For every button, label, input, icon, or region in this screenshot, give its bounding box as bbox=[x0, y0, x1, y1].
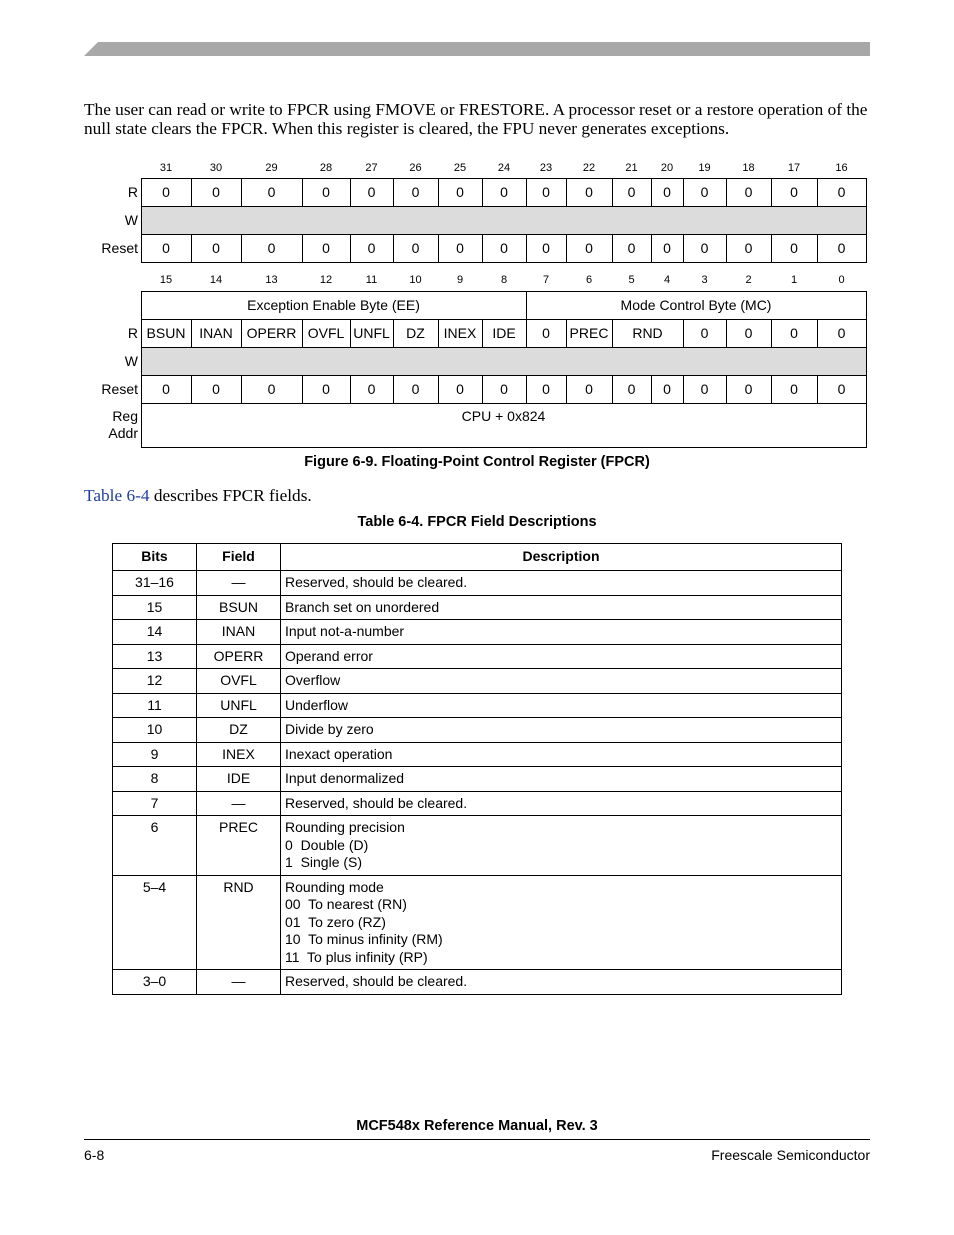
cell-bits: 8 bbox=[113, 767, 197, 792]
cell-bits: 13 bbox=[113, 644, 197, 669]
grid-line bbox=[566, 178, 567, 206]
bit-number: 22 bbox=[582, 162, 596, 174]
table-6-4-link[interactable]: Table 6-4 bbox=[84, 486, 150, 505]
cell-description bbox=[281, 816, 842, 876]
upper-read-value: 0 bbox=[267, 184, 276, 200]
grid-line bbox=[566, 234, 567, 262]
cell-description bbox=[281, 875, 842, 970]
grid-line bbox=[302, 234, 303, 262]
cell-description bbox=[281, 970, 842, 995]
bit-number: 4 bbox=[663, 274, 671, 286]
grid-line bbox=[771, 234, 772, 262]
cell-bits: 9 bbox=[113, 742, 197, 767]
table-row bbox=[113, 816, 842, 876]
register-address: CPU + 0x824 bbox=[461, 408, 546, 424]
grid-line bbox=[526, 291, 527, 319]
upper-reset-value: 0 bbox=[456, 240, 464, 256]
description-line: 11 To plus infinity (RP) bbox=[285, 948, 428, 965]
upper-reset-value: 0 bbox=[212, 240, 220, 256]
bit-number: 13 bbox=[265, 274, 278, 286]
grid-line bbox=[141, 206, 867, 207]
bit-number: 20 bbox=[660, 162, 674, 174]
grid-line bbox=[393, 234, 394, 262]
cell-bits: 10 bbox=[113, 718, 197, 743]
cell-description bbox=[281, 644, 842, 669]
grid-line bbox=[482, 375, 483, 403]
bit-number: 26 bbox=[409, 162, 422, 174]
grid-line bbox=[141, 347, 867, 348]
grid-line bbox=[612, 375, 613, 403]
description-line: 00 To nearest (RN) bbox=[285, 896, 407, 912]
upper-reset-value: 0 bbox=[585, 240, 593, 256]
header-bits: Bits bbox=[113, 544, 197, 571]
group-label-ee: Exception Enable Byte (EE) bbox=[247, 297, 420, 313]
bit-number: 6 bbox=[585, 274, 593, 286]
lower-reset-value: 0 bbox=[700, 381, 709, 397]
figure-caption: Figure 6-9. Floating-Point Control Register (FPCR) bbox=[304, 454, 650, 470]
grid-line bbox=[241, 178, 242, 206]
upper-read-value: 0 bbox=[542, 184, 550, 200]
cell-description bbox=[281, 669, 842, 694]
table-row bbox=[113, 693, 842, 718]
lower-reset-value: 0 bbox=[663, 381, 671, 397]
cell-field: RND bbox=[197, 875, 281, 970]
upper-reset-value: 0 bbox=[627, 240, 636, 256]
grid-line bbox=[817, 319, 818, 347]
bit-number: 2 bbox=[745, 274, 752, 286]
intro-paragraph: The user can read or write to FPCR using FMOVE or FRESTORE. A processor reset or a restore operation of the null state clears the FPCR. When this register is cleared, the FPU never generates exceptions. bbox=[84, 100, 868, 138]
lower-read-field: OPERR bbox=[246, 325, 297, 341]
bit-number: 5 bbox=[628, 274, 635, 286]
grid-line bbox=[438, 234, 439, 262]
cell-field: OPERR bbox=[197, 644, 281, 669]
row-label-w: W bbox=[124, 212, 138, 228]
lower-reset-value: 0 bbox=[837, 381, 846, 397]
cell-bits: 3–0 bbox=[113, 970, 197, 995]
grid-line bbox=[350, 375, 351, 403]
grid-line bbox=[141, 178, 867, 179]
grid-line bbox=[393, 319, 394, 347]
grid-line bbox=[726, 319, 727, 347]
grid-line bbox=[141, 319, 867, 320]
grid-line bbox=[141, 234, 867, 235]
cell-field: INEX bbox=[197, 742, 281, 767]
bit-number: 17 bbox=[787, 162, 801, 174]
cell-field: IDE bbox=[197, 767, 281, 792]
grid-line bbox=[817, 178, 818, 206]
lower-read-field: 0 bbox=[790, 325, 798, 341]
row-label-reg: Reg bbox=[112, 408, 138, 424]
grid-line bbox=[566, 319, 567, 347]
lower-reset-value: 0 bbox=[267, 381, 276, 397]
bit-number: 23 bbox=[539, 162, 553, 174]
upper-reset-value: 0 bbox=[700, 240, 709, 256]
cell-field: — bbox=[197, 571, 281, 596]
lower-reset-value: 0 bbox=[367, 381, 376, 397]
grid-line bbox=[241, 319, 242, 347]
lower-reset-value: 0 bbox=[500, 381, 508, 397]
cell-description bbox=[281, 767, 842, 792]
lower-reset-value: 0 bbox=[456, 381, 464, 397]
header-bar bbox=[84, 42, 870, 56]
bit-number: 12 bbox=[319, 274, 333, 286]
upper-read-value: 0 bbox=[411, 184, 420, 200]
upper-reset-value: 0 bbox=[267, 240, 276, 256]
grid-line bbox=[526, 319, 527, 347]
write-row-shade bbox=[141, 347, 866, 375]
lower-reset-value: 0 bbox=[322, 381, 330, 397]
upper-read-value: 0 bbox=[212, 184, 220, 200]
lower-read-field: PREC bbox=[569, 325, 609, 341]
description-line: Reserved, should be cleared. bbox=[285, 973, 468, 989]
upper-read-value: 0 bbox=[322, 184, 330, 200]
grid-line bbox=[350, 234, 351, 262]
grid-line bbox=[651, 234, 652, 262]
grid-line bbox=[771, 319, 772, 347]
grid-line bbox=[683, 319, 684, 347]
upper-reset-value: 0 bbox=[542, 240, 550, 256]
table-row bbox=[113, 595, 842, 620]
bit-number: 9 bbox=[456, 274, 464, 286]
lower-reset-value: 0 bbox=[162, 381, 170, 397]
table-row bbox=[113, 970, 842, 995]
cell-bits: 7 bbox=[113, 791, 197, 816]
grid-line bbox=[241, 375, 242, 403]
cell-description bbox=[281, 620, 842, 645]
bit-number: 7 bbox=[542, 274, 550, 286]
upper-read-value: 0 bbox=[744, 184, 753, 200]
lower-read-field: UNFL bbox=[353, 325, 390, 341]
grid-line bbox=[526, 375, 527, 403]
grid-line bbox=[866, 178, 867, 262]
description-line: Rounding precision bbox=[285, 819, 405, 835]
grid-line bbox=[482, 319, 483, 347]
bit-number: 31 bbox=[159, 162, 173, 174]
bit-number: 15 bbox=[159, 274, 173, 286]
grid-line bbox=[482, 178, 483, 206]
footer-manual-title: MCF548x Reference Manual, Rev. 3 bbox=[356, 1118, 598, 1134]
grid-line bbox=[771, 375, 772, 403]
grid-line bbox=[817, 234, 818, 262]
bit-number: 8 bbox=[500, 274, 508, 286]
lower-reset-value: 0 bbox=[790, 381, 798, 397]
header-field: Field bbox=[197, 544, 281, 571]
cell-description bbox=[281, 571, 842, 596]
grid-line bbox=[726, 178, 727, 206]
cell-bits: 14 bbox=[113, 620, 197, 645]
bit-number: 19 bbox=[698, 162, 711, 174]
grid-line bbox=[393, 375, 394, 403]
footer-page-number: 6-8 bbox=[84, 1147, 105, 1163]
upper-reset-value: 0 bbox=[837, 240, 846, 256]
lower-reset-value: 0 bbox=[627, 381, 636, 397]
row-label-r: R bbox=[127, 325, 138, 341]
grid-line bbox=[302, 375, 303, 403]
cell-field: BSUN bbox=[197, 595, 281, 620]
grid-line bbox=[302, 178, 303, 206]
footer-rule bbox=[84, 1139, 870, 1140]
bit-number: 25 bbox=[453, 162, 467, 174]
grid-line bbox=[438, 375, 439, 403]
cell-field: UNFL bbox=[197, 693, 281, 718]
grid-line bbox=[141, 178, 142, 262]
grid-line bbox=[651, 178, 652, 206]
upper-reset-value: 0 bbox=[744, 240, 753, 256]
table-caption: Table 6-4. FPCR Field Descriptions bbox=[357, 514, 597, 530]
grid-line bbox=[526, 178, 527, 206]
grid-line bbox=[726, 234, 727, 262]
description-line: Operand error bbox=[285, 647, 373, 664]
cell-bits: 6 bbox=[113, 816, 197, 876]
bit-number: 1 bbox=[790, 274, 798, 286]
grid-line bbox=[438, 178, 439, 206]
bit-number: 27 bbox=[365, 162, 378, 174]
bit-number: 18 bbox=[742, 162, 755, 174]
description-line: 01 To zero (RZ) bbox=[285, 913, 386, 930]
cell-field: — bbox=[197, 970, 281, 995]
grid-line bbox=[393, 178, 394, 206]
grid-line bbox=[817, 375, 818, 403]
grid-line bbox=[683, 375, 684, 403]
grid-line bbox=[482, 234, 483, 262]
grid-line bbox=[350, 319, 351, 347]
grid-line bbox=[141, 447, 867, 448]
table-reference-line bbox=[84, 486, 312, 506]
description-line: Reserved, should be cleared. bbox=[285, 574, 468, 590]
row-label-reset: Reset bbox=[101, 240, 138, 256]
grid-line bbox=[771, 178, 772, 206]
table-row bbox=[113, 742, 842, 767]
upper-reset-value: 0 bbox=[367, 240, 376, 256]
row-label-addr: Addr bbox=[108, 425, 138, 441]
bit-number: 28 bbox=[319, 162, 333, 174]
grid-line bbox=[438, 319, 439, 347]
bit-number: 11 bbox=[365, 274, 378, 286]
upper-read-value: 0 bbox=[700, 184, 709, 200]
table-row bbox=[113, 791, 842, 816]
cell-bits: 12 bbox=[113, 669, 197, 694]
cell-field: — bbox=[197, 791, 281, 816]
grid-line bbox=[526, 234, 527, 262]
upper-read-value: 0 bbox=[663, 184, 671, 200]
cell-bits: 11 bbox=[113, 693, 197, 718]
description-line: Underflow bbox=[285, 696, 349, 713]
grid-line bbox=[612, 234, 613, 262]
write-row-shade bbox=[141, 206, 866, 234]
cell-description bbox=[281, 742, 842, 767]
table-row bbox=[113, 644, 842, 669]
cell-field: INAN bbox=[197, 620, 281, 645]
grid-line bbox=[141, 375, 867, 376]
grid-line bbox=[683, 178, 684, 206]
table-row bbox=[113, 620, 842, 645]
upper-reset-value: 0 bbox=[500, 240, 508, 256]
bit-number: 14 bbox=[209, 274, 223, 286]
cell-field: OVFL bbox=[197, 669, 281, 694]
bit-number: 30 bbox=[209, 162, 223, 174]
bit-number: 21 bbox=[625, 162, 638, 174]
bit-number: 24 bbox=[497, 162, 511, 174]
description-line: 1 Single (S) bbox=[285, 854, 363, 870]
lower-read-field: DZ bbox=[406, 325, 425, 341]
description-line: 10 To minus infinity (RM) bbox=[285, 931, 443, 947]
upper-read-value: 0 bbox=[367, 184, 376, 200]
grid-line bbox=[302, 319, 303, 347]
description-line: Branch set on unordered bbox=[285, 598, 440, 615]
cell-description bbox=[281, 718, 842, 743]
grid-line bbox=[141, 291, 867, 292]
lower-read-field: INAN bbox=[199, 325, 233, 341]
cell-bits: 15 bbox=[113, 595, 197, 620]
grid-line bbox=[191, 234, 192, 262]
header-description: Description bbox=[281, 544, 842, 571]
field-description-table bbox=[112, 543, 842, 995]
lower-read-field: 0 bbox=[542, 325, 550, 341]
lower-read-field: BSUN bbox=[146, 325, 186, 341]
row-label-w: W bbox=[124, 353, 138, 369]
upper-reset-value: 0 bbox=[162, 240, 170, 256]
group-label-mc: Mode Control Byte (MC) bbox=[620, 297, 772, 313]
upper-reset-value: 0 bbox=[663, 240, 671, 256]
grid-line bbox=[191, 375, 192, 403]
cell-bits: 31–16 bbox=[113, 571, 197, 596]
lower-reset-value: 0 bbox=[585, 381, 593, 397]
cell-bits: 5–4 bbox=[113, 875, 197, 970]
description-line: 0 Double (D) bbox=[285, 836, 369, 853]
upper-reset-value: 0 bbox=[322, 240, 330, 256]
grid-line bbox=[191, 178, 192, 206]
grid-line bbox=[350, 178, 351, 206]
bit-number: 3 bbox=[701, 274, 708, 286]
grid-line bbox=[141, 262, 867, 263]
bit-number: 16 bbox=[835, 162, 848, 174]
upper-read-value: 0 bbox=[627, 184, 636, 200]
grid-line bbox=[612, 178, 613, 206]
grid-line bbox=[651, 375, 652, 403]
lower-read-field: 0 bbox=[837, 325, 846, 341]
lower-reset-value: 0 bbox=[542, 381, 550, 397]
upper-read-value: 0 bbox=[585, 184, 593, 200]
grid-line bbox=[566, 375, 567, 403]
footer-company: Freescale Semiconductor bbox=[711, 1147, 870, 1163]
lower-read-field: IDE bbox=[492, 325, 516, 341]
description-line: Rounding mode bbox=[285, 878, 384, 895]
grid-line bbox=[683, 234, 684, 262]
cell-description bbox=[281, 595, 842, 620]
lower-read-field: OVFL bbox=[307, 325, 345, 341]
row-label-r: R bbox=[127, 184, 138, 200]
lower-read-field: INEX bbox=[443, 325, 477, 341]
upper-read-value: 0 bbox=[790, 184, 798, 200]
lower-read-field: 0 bbox=[700, 325, 709, 341]
upper-reset-value: 0 bbox=[790, 240, 798, 256]
lower-reset-value: 0 bbox=[744, 381, 753, 397]
bit-number: 29 bbox=[265, 162, 278, 174]
upper-read-value: 0 bbox=[837, 184, 846, 200]
upper-read-value: 0 bbox=[162, 184, 170, 200]
table-row bbox=[113, 669, 842, 694]
table-row bbox=[113, 718, 842, 743]
upper-read-value: 0 bbox=[456, 184, 464, 200]
description-line: Inexact operation bbox=[285, 745, 393, 762]
description-line: Overflow bbox=[285, 672, 341, 688]
table-row bbox=[113, 767, 842, 792]
lower-reset-value: 0 bbox=[212, 381, 220, 397]
grid-line bbox=[241, 234, 242, 262]
description-line: Input denormalized bbox=[285, 770, 405, 786]
description-line: Divide by zero bbox=[285, 721, 374, 737]
lower-read-field: 0 bbox=[744, 325, 753, 341]
upper-reset-value: 0 bbox=[411, 240, 420, 256]
cell-field: DZ bbox=[197, 718, 281, 743]
bit-number: 10 bbox=[409, 274, 422, 286]
table-reference-text: describes FPCR fields. bbox=[149, 486, 312, 505]
table-row bbox=[113, 875, 842, 970]
grid-line bbox=[191, 319, 192, 347]
grid-line bbox=[612, 319, 613, 347]
description-line: Input not-a-number bbox=[285, 623, 405, 639]
cell-field: PREC bbox=[197, 816, 281, 876]
description-line: Reserved, should be cleared. bbox=[285, 794, 468, 811]
grid-line bbox=[141, 403, 867, 404]
bit-number: 0 bbox=[838, 274, 845, 286]
upper-read-value: 0 bbox=[500, 184, 508, 200]
table-row bbox=[113, 571, 842, 596]
row-label-reset: Reset bbox=[101, 381, 138, 397]
lower-reset-value: 0 bbox=[411, 381, 420, 397]
grid-line bbox=[141, 291, 142, 447]
cell-description bbox=[281, 791, 842, 816]
lower-read-field: RND bbox=[632, 325, 663, 341]
grid-line bbox=[866, 291, 867, 447]
grid-line bbox=[726, 375, 727, 403]
cell-description bbox=[281, 693, 842, 718]
table-header-row bbox=[113, 544, 842, 571]
